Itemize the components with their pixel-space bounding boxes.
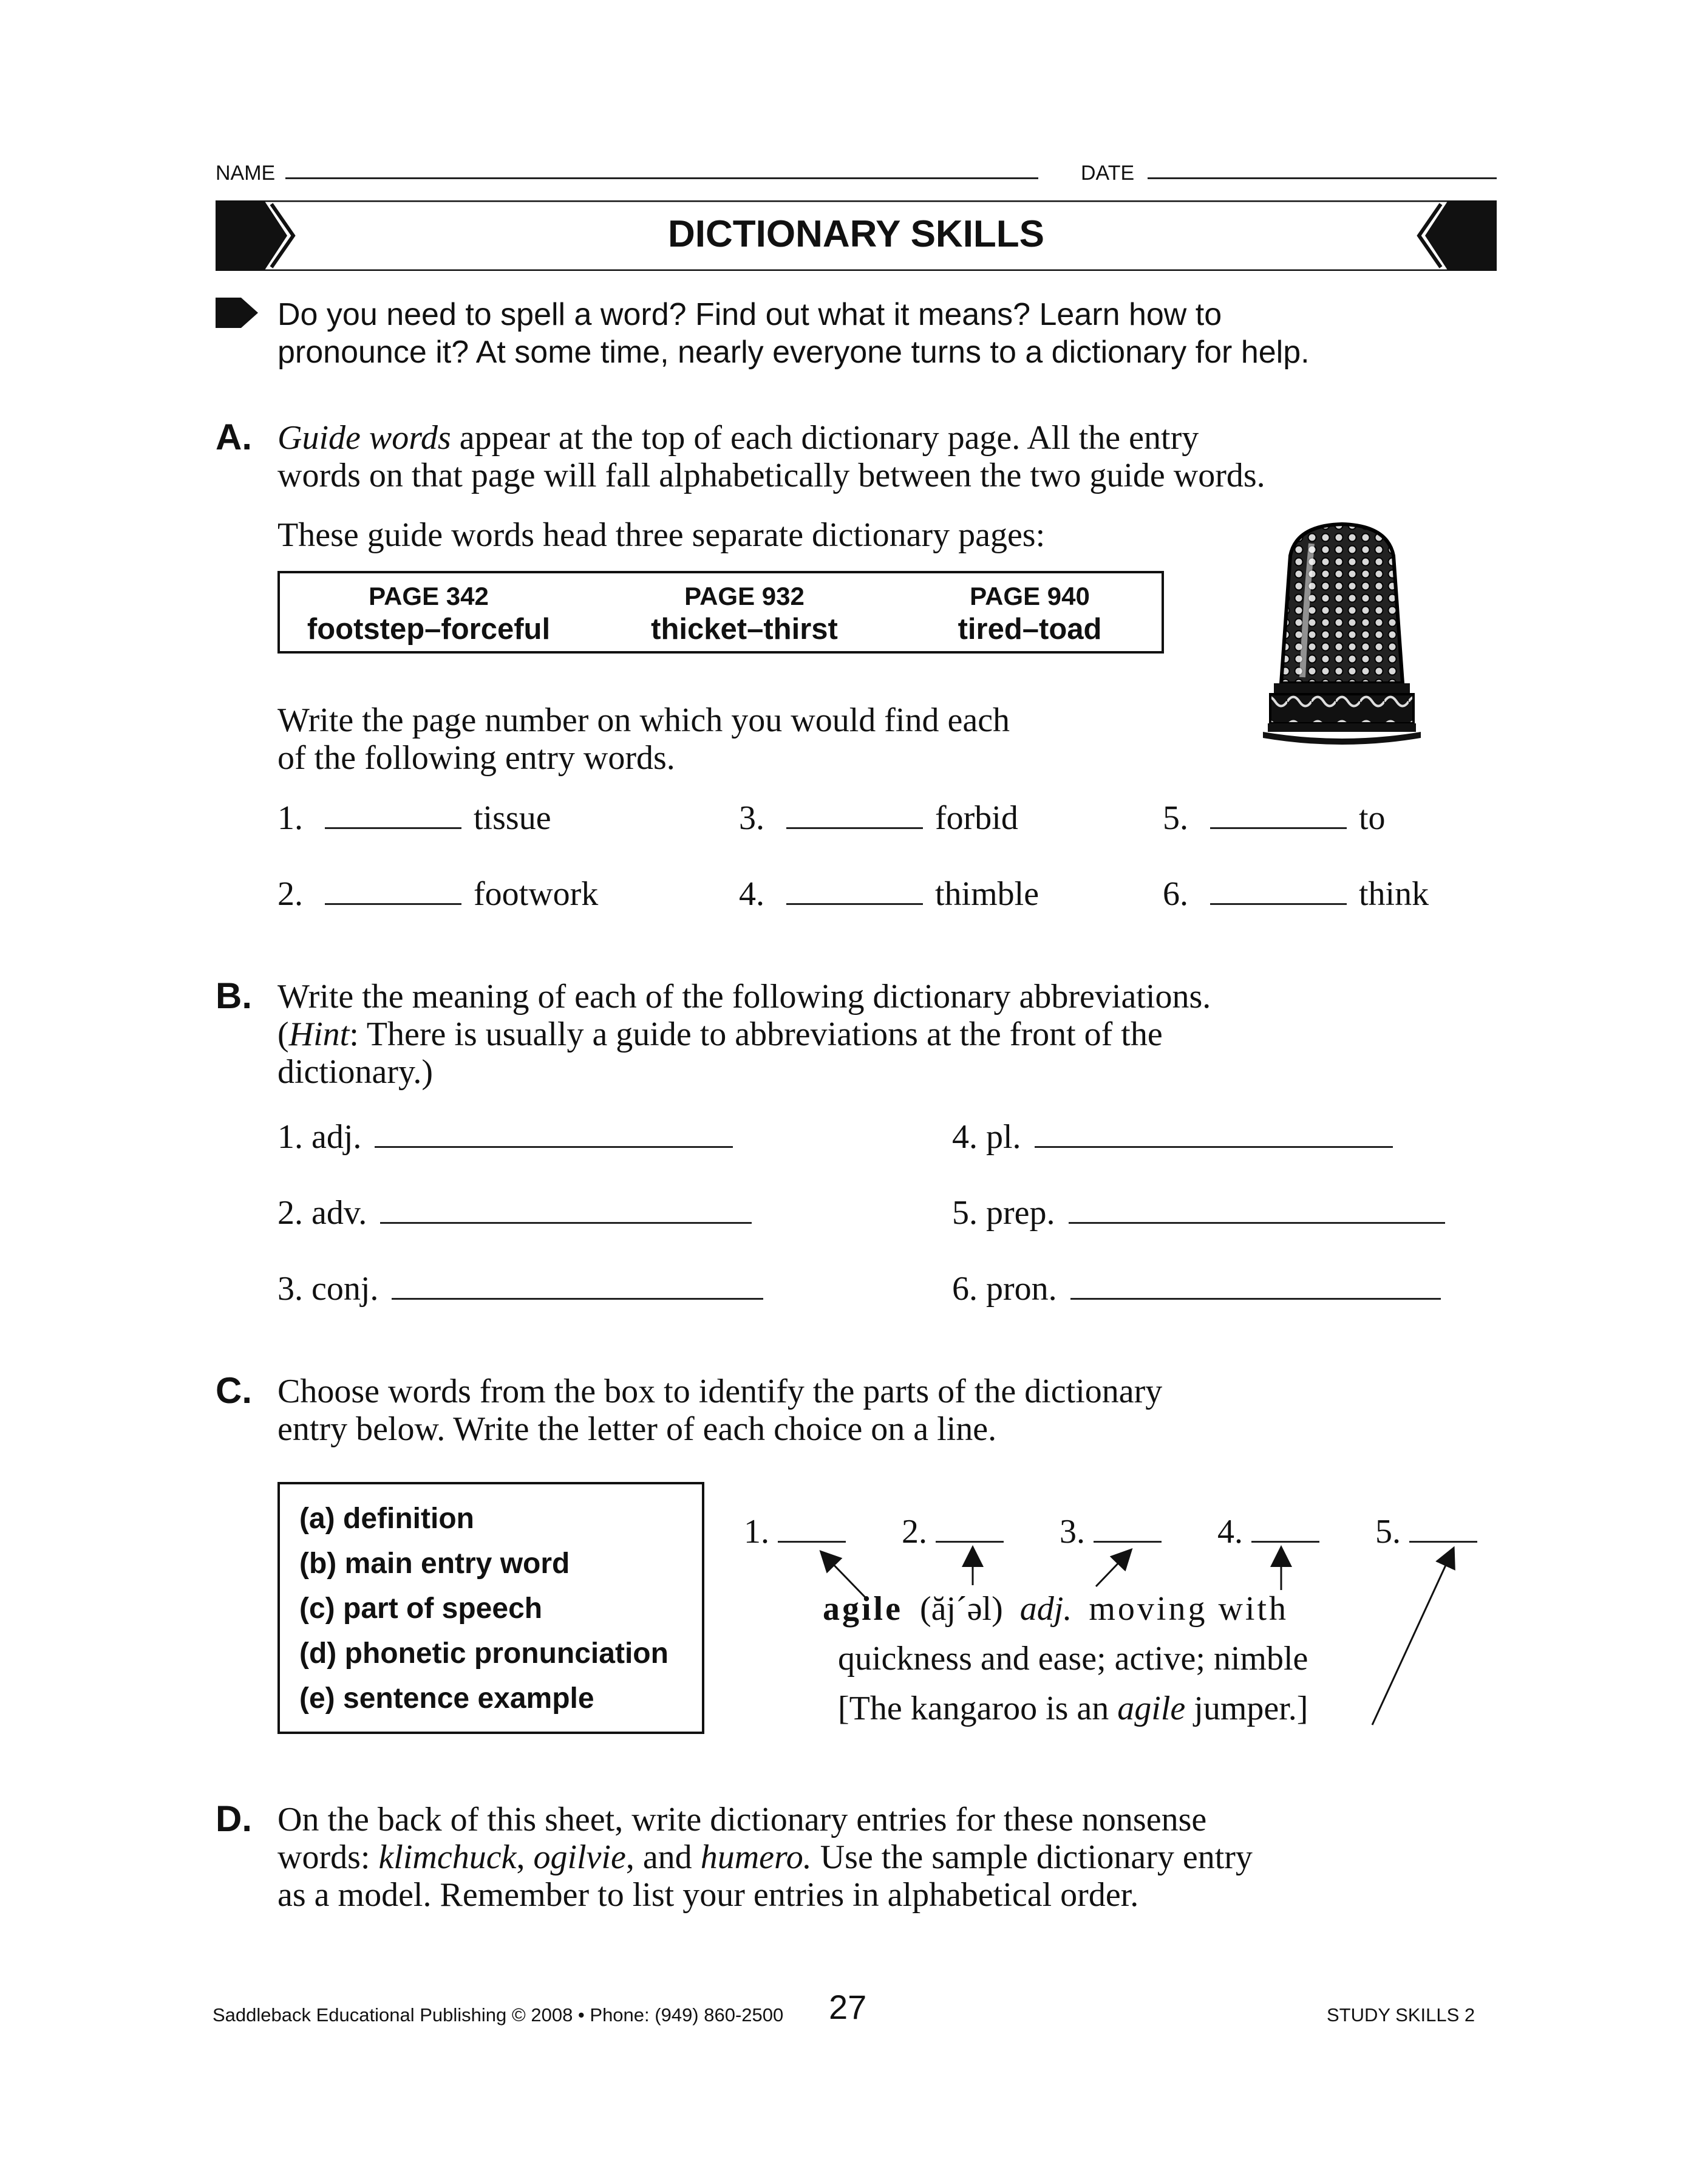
choice-a: (a) definition <box>299 1503 474 1535</box>
guide-page-3-words: tired–toad <box>958 613 1102 646</box>
choices-box <box>277 1482 704 1734</box>
b-answer-5[interactable] <box>1069 1222 1445 1224</box>
guide-page-1-words: footstep–forceful <box>307 613 551 646</box>
b-item-5: 5. prep. <box>952 1193 1445 1232</box>
b-answer-4[interactable] <box>1035 1146 1393 1148</box>
section-b-line-2: (Hint: There is usually a guide to abbreviations at the front of the <box>277 1015 1163 1053</box>
page-number: 27 <box>829 1988 867 2026</box>
c-blank-3: 3. <box>1060 1512 1162 1551</box>
intro-line-2: pronounce it? At some time, nearly everyone turns to a dictionary for help. <box>277 335 1310 370</box>
a-item-3: 3. forbid <box>739 799 1018 837</box>
page-title: DICTIONARY SKILLS <box>667 213 1045 255</box>
footer-series: STUDY SKILLS 2 <box>1327 2004 1475 2026</box>
section-d-letter: D. <box>216 1798 252 1839</box>
section-d-line-2: words: klimchuck, ogilvie, and humero. Use the sample dictionary entry <box>277 1838 1253 1876</box>
a-answer-1[interactable] <box>325 827 461 829</box>
section-a-letter: A. <box>216 417 252 457</box>
thimble-icon <box>1239 519 1445 753</box>
section-a-line-2: words on that page will fall alphabetically between the two guide words. <box>277 457 1265 494</box>
a-answer-3[interactable] <box>786 827 923 829</box>
c-blank-4: 4. <box>1217 1512 1319 1551</box>
section-b-line-3: dictionary.) <box>277 1053 434 1091</box>
date-label: DATE <box>1081 162 1135 185</box>
c-blank-1: 1. <box>744 1512 846 1551</box>
choice-c: (c) part of speech <box>299 1592 543 1625</box>
a-answer-6[interactable] <box>1210 903 1347 905</box>
section-a-instruction-2: of the following entry words. <box>277 739 675 777</box>
b-item-1: 1. adj. <box>277 1118 733 1156</box>
section-d-line-3: as a model. Remember to list your entries in alphabetical order. <box>277 1876 1139 1914</box>
b-answer-6[interactable] <box>1070 1298 1441 1300</box>
entry-word: agile <box>823 1590 903 1628</box>
a-item-2: 2. footwork <box>277 875 599 913</box>
section-b-letter: B. <box>216 975 252 1016</box>
guide-page-2-words: thicket–thirst <box>651 613 838 646</box>
arrow-bullet-icon <box>216 298 258 328</box>
a-item-4: 4. thimble <box>739 875 1039 913</box>
section-a-line-1-text: appear at the top of each dictionary page. All the entry <box>451 419 1199 457</box>
entry-definition-1: moving with <box>1089 1590 1289 1628</box>
choice-e: (e) sentence example <box>299 1682 594 1715</box>
guide-page-2 <box>596 582 893 646</box>
guide-words-term: Guide words <box>277 419 451 457</box>
section-c-line-2: entry below. Write the letter of each choice on a line. <box>277 1410 997 1448</box>
entry-line-2: quickness and ease; active; nimble <box>838 1640 1308 1678</box>
entry-line-3: [The kangaroo is an agile jumper.] <box>838 1690 1308 1727</box>
a-answer-5[interactable] <box>1210 827 1347 829</box>
b-item-4: 4. pl. <box>952 1118 1393 1156</box>
name-label: NAME <box>216 162 276 185</box>
choice-b: (b) main entry word <box>299 1548 570 1580</box>
section-b-line-1: Write the meaning of each of the following dictionary abbreviations. <box>277 978 1211 1015</box>
c-blank-2: 2. <box>902 1512 1004 1551</box>
arrow-5 <box>1372 1556 1450 1725</box>
guide-page-1 <box>280 582 577 646</box>
b-item-3: 3. conj. <box>277 1269 763 1308</box>
entry-line-1 <box>823 1590 1288 1628</box>
date-line[interactable] <box>1148 177 1497 179</box>
entry-part-of-speech: adj. <box>1019 1590 1072 1628</box>
b-answer-1[interactable] <box>375 1146 733 1148</box>
c-blank-5: 5. <box>1375 1512 1477 1551</box>
guide-page-2-number: PAGE 932 <box>684 582 805 610</box>
a-item-6: 6. think <box>1163 875 1429 913</box>
hint-term: Hint <box>288 1015 350 1053</box>
a-item-5: 5. to <box>1163 799 1386 837</box>
a-answer-2[interactable] <box>325 903 461 905</box>
section-d-line-1: On the back of this sheet, write dictionary entries for these nonsense <box>277 1801 1207 1838</box>
section-c-letter: C. <box>216 1370 252 1411</box>
guide-page-1-number: PAGE 342 <box>369 582 489 610</box>
section-a-line-1 <box>277 419 1199 457</box>
guide-page-3-number: PAGE 940 <box>970 582 1090 610</box>
a-answer-4[interactable] <box>786 903 923 905</box>
guide-intro: These guide words head three separate dictionary pages: <box>277 516 1046 554</box>
entry-pronunciation: (ăj´əl) <box>919 1590 1003 1628</box>
footer-publisher: Saddleback Educational Publishing © 2008 • Phone: (949) 860-2500 <box>213 2004 784 2026</box>
b-item-6: 6. pron. <box>952 1269 1441 1308</box>
b-answer-3[interactable] <box>392 1298 763 1300</box>
guide-words-box <box>277 571 1164 654</box>
b-answer-2[interactable] <box>380 1222 752 1224</box>
name-line[interactable] <box>285 177 1038 179</box>
b-item-2: 2. adv. <box>277 1193 752 1232</box>
section-a-instruction-1: Write the page number on which you would find each <box>277 701 1010 739</box>
guide-page-3 <box>893 582 1166 646</box>
choice-d: (d) phonetic pronunciation <box>299 1637 669 1670</box>
arrow-3 <box>1096 1556 1125 1586</box>
section-c-line-1: Choose words from the box to identify the parts of the dictionary <box>277 1373 1163 1410</box>
a-item-1: 1. tissue <box>277 799 551 837</box>
intro-line-1: Do you need to spell a word? Find out what it means? Learn how to <box>277 297 1222 332</box>
